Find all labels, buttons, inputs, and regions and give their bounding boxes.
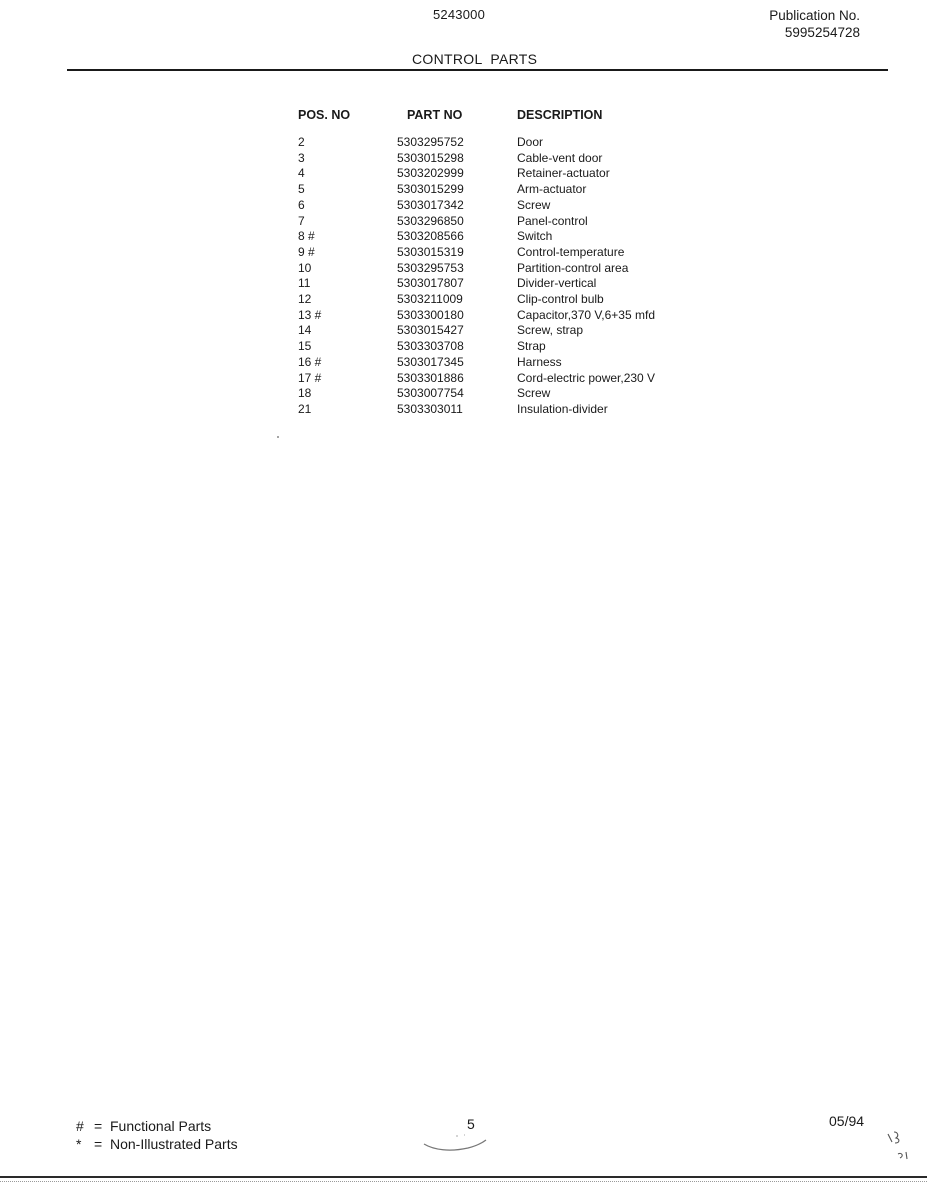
cell-description: Screw <box>517 197 551 212</box>
cell-description: Insulation-divider <box>517 401 608 416</box>
table-row <box>298 339 717 355</box>
table-row <box>298 135 717 151</box>
cell-part-no: 5303007754 <box>397 386 464 401</box>
table-row <box>298 229 717 245</box>
table-row <box>298 402 717 418</box>
handwritten-swash <box>420 1134 490 1158</box>
cell-description: Strap <box>517 339 546 354</box>
table-row <box>298 245 717 261</box>
legend-text: Non-Illustrated Parts <box>110 1136 238 1152</box>
parts-table <box>298 107 717 418</box>
footer-divider <box>0 1176 927 1178</box>
table-row <box>298 214 717 230</box>
title-divider <box>67 69 888 71</box>
cell-part-no: 5303015427 <box>397 323 464 338</box>
publication-block <box>769 7 860 41</box>
model-number: 5243000 <box>433 7 486 22</box>
cell-pos-no: 21 <box>298 401 312 416</box>
legend-item-non-illustrated <box>76 1135 238 1153</box>
cell-description: Door <box>517 135 544 149</box>
cell-pos-no: 5 <box>298 182 305 197</box>
cell-description: Screw <box>517 386 551 401</box>
cell-description: Control-temperature <box>517 244 625 259</box>
table-row <box>298 166 717 182</box>
cell-description: Capacitor,370 V,6+35 mfd <box>517 307 655 322</box>
table-row <box>298 151 717 167</box>
cell-part-no: 5303015299 <box>397 182 464 197</box>
page-number: 5 <box>467 1116 475 1132</box>
table-row <box>298 198 717 214</box>
cell-description: Cord-electric power,230 V <box>517 370 656 385</box>
legend-symbol: # <box>76 1118 84 1134</box>
table-row <box>298 308 717 324</box>
table-row <box>298 261 717 277</box>
cell-part-no: 5303301886 <box>397 370 464 385</box>
cell-description: Divider-vertical <box>517 276 597 291</box>
cell-description: Harness <box>517 354 562 369</box>
cell-pos-no: 15 <box>298 339 312 354</box>
cell-part-no: 5303295752 <box>397 135 464 149</box>
table-row <box>298 276 717 292</box>
cell-description: Switch <box>517 229 553 244</box>
cell-pos-no: 9 # <box>298 244 315 259</box>
margin-scribble <box>884 1128 914 1164</box>
cell-description: Arm-actuator <box>517 182 587 197</box>
legend-text: Functional Parts <box>110 1118 212 1134</box>
cell-part-no: 5303300180 <box>397 307 464 322</box>
column-header-description: DESCRIPTION <box>517 108 603 122</box>
publication-number: 5995254728 <box>784 25 860 40</box>
cell-part-no: 5303295753 <box>397 260 464 275</box>
cell-part-no: 5303208566 <box>397 229 464 244</box>
cell-part-no: 5303017345 <box>397 354 464 369</box>
column-header-part-no: PART NO <box>407 108 463 122</box>
cell-description: Retainer-actuator <box>517 166 610 181</box>
cell-description: Cable-vent door <box>517 150 603 165</box>
cell-part-no: 5303017342 <box>397 197 464 212</box>
footer-scan-edge <box>0 1181 927 1182</box>
publication-label: Publication No. <box>769 8 860 23</box>
cell-part-no: 5303202999 <box>397 166 464 181</box>
cell-pos-no: 17 # <box>298 370 322 385</box>
cell-pos-no: 7 <box>298 213 305 228</box>
table-row <box>298 292 717 308</box>
cell-pos-no: 14 <box>298 323 312 338</box>
cell-part-no: 5303303708 <box>397 339 464 354</box>
cell-description: Clip-control bulb <box>517 292 604 307</box>
table-header-row <box>298 107 717 135</box>
revision-date: 05/94 <box>829 1113 865 1129</box>
cell-pos-no: 12 <box>298 292 312 307</box>
cell-pos-no: 10 <box>298 260 312 275</box>
table-row <box>298 323 717 339</box>
cell-pos-no: 18 <box>298 386 312 401</box>
cell-part-no: 5303296850 <box>397 213 464 228</box>
table-row <box>298 355 717 371</box>
cell-pos-no: 13 # <box>298 307 322 322</box>
column-header-pos-no: POS. NO <box>298 108 351 122</box>
cell-part-no: 5303303011 <box>397 401 463 416</box>
cell-pos-no: 6 <box>298 197 305 212</box>
cell-description: Partition-control area <box>517 260 629 275</box>
legend <box>76 1117 238 1153</box>
cell-part-no: 5303017807 <box>397 276 464 291</box>
table-row <box>298 182 717 198</box>
legend-equals: = <box>94 1118 103 1134</box>
parts-table-body <box>298 135 717 418</box>
cell-description: Screw, strap <box>517 323 584 338</box>
legend-equals: = <box>94 1136 103 1152</box>
legend-item-functional <box>76 1117 238 1135</box>
stray-mark <box>277 436 279 438</box>
table-row <box>298 386 717 402</box>
cell-pos-no: 11 <box>298 276 311 291</box>
cell-description: Panel-control <box>517 213 588 228</box>
legend-symbol: * <box>76 1136 82 1152</box>
section-title: CONTROL PARTS <box>412 51 538 67</box>
cell-part-no: 5303015298 <box>397 150 464 165</box>
cell-pos-no: 3 <box>298 150 305 165</box>
cell-part-no: 5303211009 <box>397 292 463 307</box>
cell-pos-no: 4 <box>298 166 305 181</box>
table-row <box>298 371 717 387</box>
cell-pos-no: 16 # <box>298 354 322 369</box>
cell-pos-no: 2 <box>298 135 305 149</box>
cell-part-no: 5303015319 <box>397 244 464 259</box>
cell-pos-no: 8 # <box>298 229 315 244</box>
